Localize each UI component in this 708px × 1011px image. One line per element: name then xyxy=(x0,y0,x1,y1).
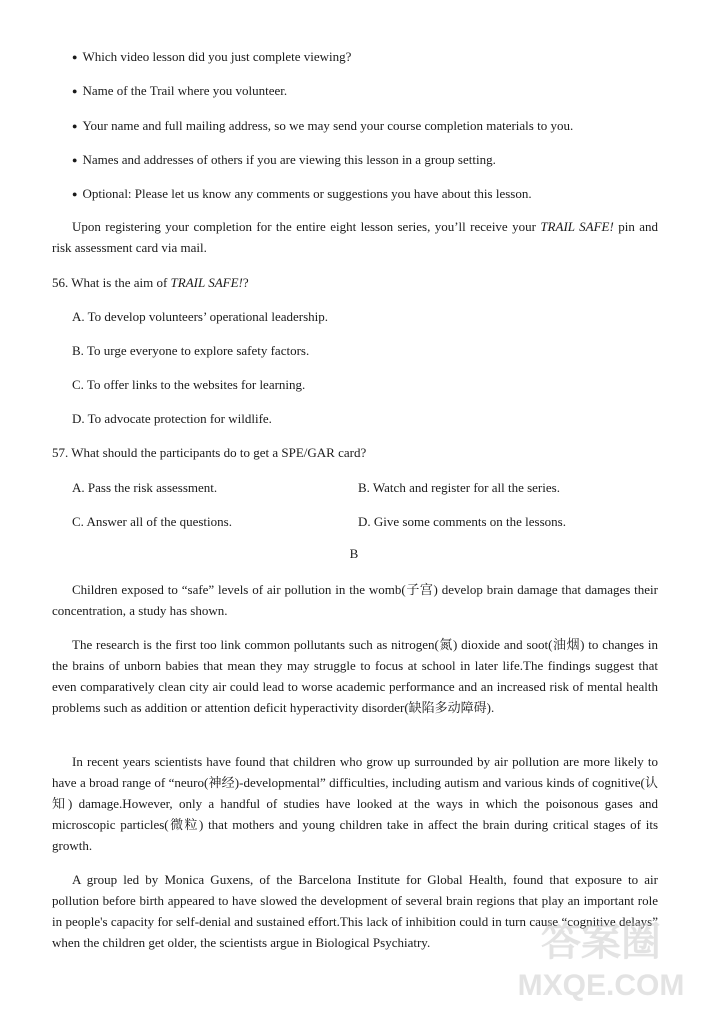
passage-paragraph-2: The research is the first too link common pollutants such as nitrogen(氮) dioxide and soot(油烟) to changes in the brains of unborn babies that mean they may struggle to focus at school in later life.The findings suggest that even comparatively clean city air could lead to worse academic performance and an increased risk of mental health problems such as addition or attention deficit hyperactivity disorder(缺陷多动障碍). xyxy=(52,637,658,715)
q56-option-d: D. To advocate protection for wildlife. xyxy=(72,411,272,426)
q57-option-b: B. Watch and register for all the series. xyxy=(358,480,560,495)
watermark-logo xyxy=(506,907,696,1003)
q56-option-c: C. To offer links to the websites for learning. xyxy=(72,377,306,392)
bullet-mailing-address: ● Your name and full mailing address, so we may send your course completion materials to you. xyxy=(72,118,573,135)
question-57: 57. What should the participants do to get a SPE/GAR card? xyxy=(52,445,367,460)
q57-option-d: D. Give some comments on the lessons. xyxy=(358,514,566,529)
bullet-video-lesson: ● Which video lesson did you just complete viewing? xyxy=(72,49,351,66)
registration-paragraph: Upon registering your completion for the entire eight lesson series, you’ll receive your TRAIL SAFE! pin and risk assessment card via mail. xyxy=(52,219,658,255)
bullet-trail-name: ● Name of the Trail where you volunteer. xyxy=(72,83,287,100)
q56-option-a: A. To develop volunteers’ operational leadership. xyxy=(72,309,329,324)
bullet-group-names: ● Names and addresses of others if you are viewing this lesson in a group setting. xyxy=(72,152,496,169)
passage-paragraph-4: A group led by Monica Guxens, of the Barcelona Institute for Global Health, found that exposure to air pollution before birth appeared to have slowed the development of several brain regions that play an important role in people's capacity for self-denial and sustained effort.This lack of inhibition could in turn cause “cognitive delays” when the children get older, the scientists argue in Biological Psychiatry. xyxy=(52,872,658,950)
q56-option-b: B. To urge everyone to explore safety factors. xyxy=(72,343,310,358)
passage-paragraph-3: In recent years scientists have found that children who grow up surrounded by air pollution are more likely to have a broad range of “neuro(神经)-developmental” difficulties, including autism and various kinds of cognitive(认知) damage.However, only a handful of studies have looked at the ways in which the poisonous gases and microscopic particles(微粒) that mothers and young children take in affect the brain during critical stages of its growth. xyxy=(52,754,658,853)
watermark-title: 答案圈 xyxy=(541,920,661,964)
bullet-optional-comments: ● Optional: Please let us know any comments or suggestions you have about this lesson. xyxy=(72,186,532,203)
passage-paragraph-1: Children exposed to “safe” levels of air pollution in the womb(子宫) develop brain damage that damages their concentration, a study has shown. xyxy=(52,582,658,618)
q57-option-c: C. Answer all of the questions. xyxy=(72,514,232,529)
watermark-url: MXQE.COM xyxy=(517,969,685,1002)
q57-option-a: A. Pass the risk assessment. xyxy=(72,480,218,495)
section-heading: B xyxy=(349,546,359,561)
question-56: 56. What is the aim of TRAIL SAFE!? xyxy=(52,275,249,290)
